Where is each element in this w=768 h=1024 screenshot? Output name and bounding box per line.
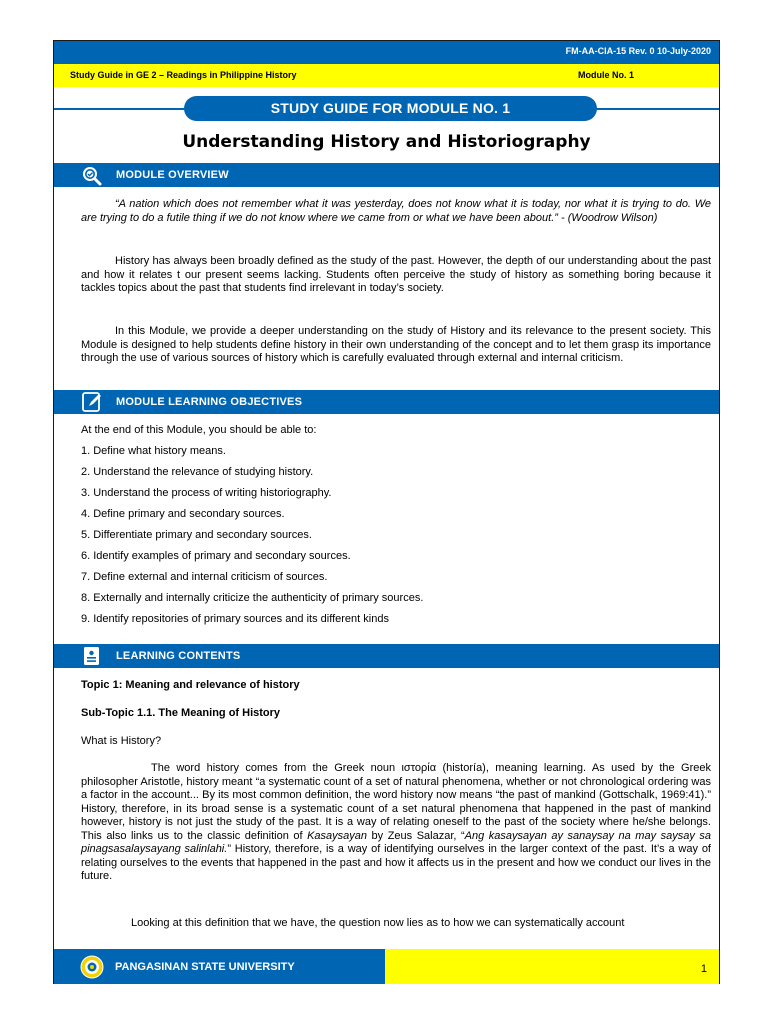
objectives-intro: At the end of this Module, you should be able to: — [81, 424, 317, 436]
footer-page-bar — [385, 949, 719, 984]
overview-paragraph-2: In this Module, we provide a deeper understanding on the study of History and its relevance to the present society. This Module is designed to help students define history in their own understanding of the concept and to let them grasp its importance through the use of various sources of history which is carefully evaluated through external and internal criticism. — [81, 325, 711, 364]
objective-item: 1. Define what history means. — [81, 445, 226, 457]
objective-item: 9. Identify repositories of primary sources and its different kinds — [81, 613, 389, 625]
study-guide-banner: STUDY GUIDE FOR MODULE NO. 1 — [184, 96, 597, 121]
objective-item: 8. Externally and internally criticize the authenticity of primary sources. — [81, 592, 424, 604]
module-label: Module No. 1 — [578, 70, 634, 80]
paragraph-part: ” History, therefore, is a way of identifying ourselves in the larger context of the past. It’s a way of relating ourselves to the events that happened in the past and how it affects us in the present and how we conduct our lives in the future. — [81, 843, 711, 882]
objective-item: 7. Define external and internal criticism of sources. — [81, 571, 328, 583]
section-header-overview — [54, 163, 719, 187]
paragraph-part: by Zeus Salazar, “ — [367, 829, 465, 842]
closing-paragraph: Looking at this definition that we have, the question now lies as to how we can systematically account — [131, 917, 625, 929]
objective-item: 4. Define primary and secondary sources. — [81, 508, 285, 520]
university-seal-icon — [80, 955, 104, 979]
header-top-bar — [54, 41, 719, 64]
kasaysayan-term: Kasaysayan — [307, 829, 368, 842]
objective-item: 6. Identify examples of primary and secondary sources. — [81, 550, 351, 562]
topic-heading: Topic 1: Meaning and relevance of history — [81, 679, 300, 691]
section-header-objectives — [54, 390, 719, 414]
history-paragraph — [81, 762, 711, 884]
paragraph-part: The word history comes from the Greek noun ιστορία (historía), meaning learning. As used by the Greek philosopher Aristotle, history meant “a systematic count of a set of natural phenomena, whether or not chronological ordering was a factor in the account... By its most common definition, the word history now means “the past of mankind (Gottschalk, 1969:41).” History, therefore, in its broad sense is a systematic count of a set natural phenomena that happened in the past of mankind however, history is not just the study of the past. It is a way of relating oneself to the past of the society where he/she belongs. This also links us to the classic definition of — [81, 762, 711, 842]
overview-quote: “A nation which does not remember what it was yesterday, does not know what it is today, nor what it is trying to do. We are trying to do a futile thing if we do not know where we came from or what we have been about.” - (Woodrow Wilson) — [81, 198, 711, 224]
page-number: 1 — [700, 963, 707, 975]
question-text: What is History? — [81, 735, 162, 747]
objective-item: 3. Understand the process of writing historiography. — [81, 487, 332, 499]
document-page — [53, 40, 720, 984]
section-title-objectives: MODULE LEARNING OBJECTIVES — [116, 396, 303, 408]
search-icon — [79, 163, 105, 187]
salazar-quote: Ang kasaysayan ay sanaysay na may saysay sa pinagsasalaysayang salinlahi. — [81, 829, 711, 855]
section-title-contents: LEARNING CONTENTS — [116, 650, 241, 662]
header-course-bar — [54, 64, 719, 87]
objective-item: 5. Differentiate primary and secondary sources. — [81, 529, 312, 541]
edit-icon — [79, 390, 105, 414]
section-title-overview: MODULE OVERVIEW — [116, 169, 229, 181]
subtopic-heading: Sub-Topic 1.1. The Meaning of History — [81, 707, 281, 719]
university-name: PANGASINAN STATE UNIVERSITY — [115, 961, 295, 973]
objective-item: 2. Understand the relevance of studying history. — [81, 466, 314, 478]
footer-university-bar — [54, 949, 385, 984]
overview-paragraph-1: History has always been broadly defined as the study of the past. However, the depth of our understanding about the past and how it relates t our present seems lacking. Students often perceive the study of history as something boring because it tackles topics about the past that students find irrelevant in today’s society. — [81, 255, 711, 294]
form-code: FM-AA-CIA-15 Rev. 0 10-July-2020 — [565, 46, 711, 56]
course-label: Study Guide in GE 2 – Readings in Philippine History — [70, 70, 297, 80]
document-icon — [79, 644, 105, 668]
page-title: Understanding History and Historiography — [182, 132, 591, 152]
section-header-contents — [54, 644, 719, 668]
